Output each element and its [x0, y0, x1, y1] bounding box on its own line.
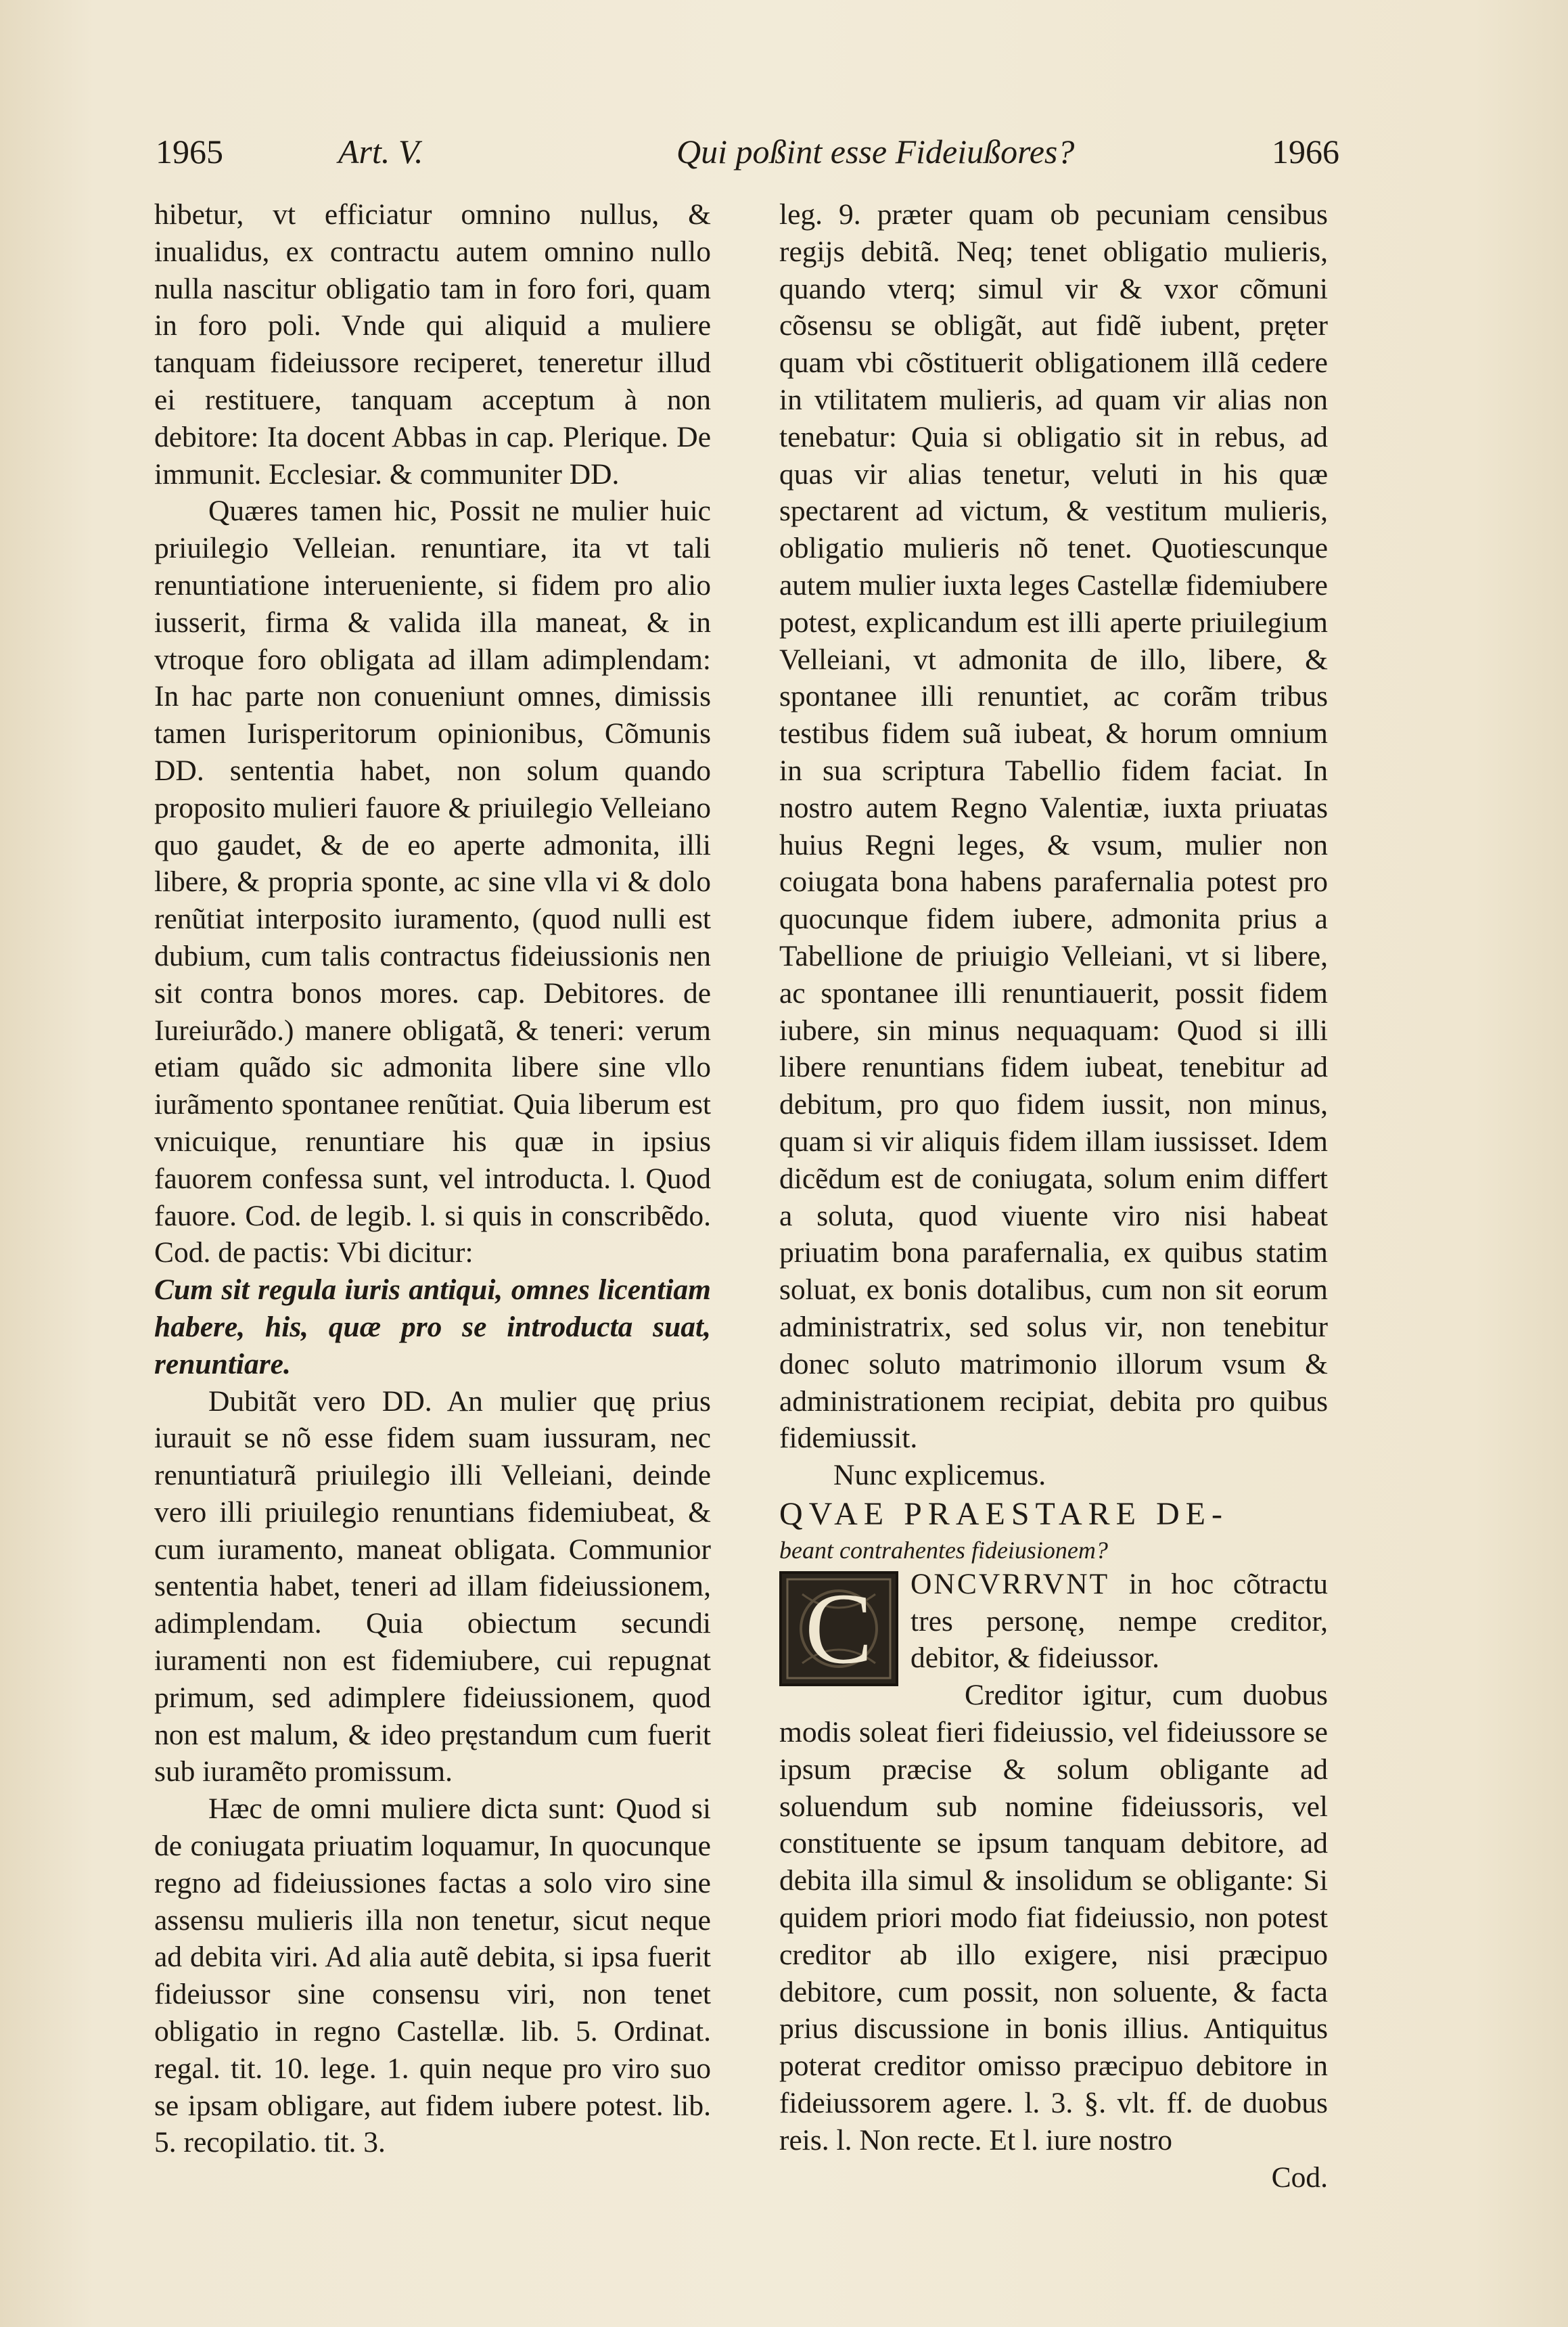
dropcap-letter: C [804, 1572, 873, 1685]
left-column [154, 196, 711, 2161]
page-number-left: 1965 [156, 133, 223, 171]
paragraph: in hoc cõtractu tres personę, nempe creditor, debitor, & fideiussor. [910, 1567, 1328, 1675]
section-subtitle: beant contrahentes fideiusionem? [779, 1536, 1108, 1564]
paragraph: Creditor igitur, cum duobus modis soleat fieri fideiussio, vel fideiussore se ipsum præcise & solum obligante ad soluendum sub nomine fideiussoris, vel constituente se ipsum tanquam debitore, ad debita illa simul & insolidum se obligante: Si quidem priori modo fiat fideiussio, non potest creditor ab illo exigere, nisi præcipuo debitore, cum possit, non soluente, & facta prius discussione in bonis illius. Antiquitus poterat creditor omisso præcipuo debitore in fideiussorem agere. l. 3. §. vlt. ff. de duobus reis. l. Non recte. Et l. iure nostro [779, 1679, 1328, 2156]
paragraph: Quæres tamen hic, Possit ne mulier huic priuilegio Velleian. renuntiare, ita vt tali renuntiatione interueniente, si fidem pro alio iusserit, firma & valida illa maneat, & in vtroque foro obligata ad illam adimplendam: In hac parte non conueniunt omnes, dimissis tamen Iurisperitorum opinionibus, Cõmunis DD. sententia habet, non solum quando proposito mulieri fauore & priuilegio Velleiano quo gaudet, & de eo aperte admonita, illi libere, & propria sponte, ac sine vlla vi & dolo renũtiat interposito iuramento, (quod nulli est dubium, cum talis contractus fideiussionis nen sit contra bonos mores. cap. Debitores. de Iureiurãdo.) manere obligatã, & teneri: verum etiam quãdo sic admonita libere sine vllo iurãmento spontanee renũtiat. Quia liberum est vnicuique, renuntiare his quæ in ipsius fauorem confessa sunt, vel introducta. l. Quod fauore. Cod. de legib. l. si quis in conscribẽdo. Cod. de pactis: Vbi dicitur: [154, 495, 711, 1269]
paragraph: leg. 9. præter quam ob pecuniam censibus regijs debitã. Neq; tenet obligatio mulieris, quando vterq; simul vir & vxor cõmuni cõsensu se obligãt, aut fidẽ iubent, pręter quam vbi cõstituerit obligationem illã cedere in vtilitatem mulieris, ad quam vir alias non tenebatur: Quia si obligatio sit in rebus, ad quas vir alias tenetur, veluti in his quæ spectarent ad victum, & vestitum mulieris, obligatio mulieris nõ tenet. Quotiescunque autem mulier iuxta leges Castellæ fidemiubere potest, explicandum est illi aperte priuilegium Velleiani, vt admonita de illo, libere, & spontanee illi renuntiet, ac corãm tribus testibus fidem suã iubeat, & horum omnium in sua scriptura Tabellio fidem faciat. In nostro autem Regno Valentiæ, iuxta priuatas huius Regni leges, & vsum, mulier non coiugata bona habens parafernalia potest pro quocunque fidem iubere, admonita prius a Tabellione de priuigio Velleiani, vt si libere, ac spontanee illi renuntiauerit, possit fidem iubere, sin minus nequaquam: Quod si illi libere renuntians fidem iubeat, tenebitur ad debitum, pro quo fidem iussit, non minus, quam si vir aliquis fidem illam iussisset. Idem dicẽdum est de coniugata, solum enim differt a soluta, quod viuente viro nisi habeat priuatim bona parafernalia, ex quibus statim soluat, ex bonis dotalibus, cum non sit eorum administratrix, sed solus vir, non tenebitur donec soluto matrimonio illorum vsum & administrationem recipiat, debita pro quibus fidemiussit. [779, 198, 1328, 1455]
lead-word: ONCVRRVNT [910, 1567, 1110, 1600]
decorated-initial [779, 1571, 898, 1686]
catchword: Cod. [1271, 2161, 1328, 2194]
article-label: Art. V. [338, 133, 423, 171]
paragraph: hibetur, vt efficiatur omnino nullus, & inualidus, ex contractu autem omnino nullo nulla nascitur obligatio tam in foro fori, quam in foro poli. Vnde qui aliquid a muliere tanquam fideiussore reciperet, teneretur illud ei restituere, tanquam acceptum à non debitore: Ita docent Abbas in cap. Plerique. De immunit. Ecclesiar. & communiter DD. [154, 198, 711, 491]
running-header [156, 132, 1339, 179]
right-column [779, 196, 1328, 2196]
paragraph: Nunc explicemus. [833, 1459, 1046, 1492]
section-title: QVAE PRAESTARE DE- [779, 1495, 1228, 1532]
running-title: Qui poßint esse Fideiußores? [676, 133, 1075, 171]
page-number-right: 1966 [1272, 133, 1339, 171]
quotation: Cum sit regula iuris antiqui, omnes licentiam habere, his, quæ pro se introducta suat, renuntiare. [154, 1273, 711, 1380]
paragraph: Dubitãt vero DD. An mulier quę prius iurauit se nõ esse fidem suam iussuram, nec renuntiaturã priuilegio illi Velleiani, deinde vero illi priuilegio renuntians fidemiubeat, & cum iuramento, maneat obligata. Communior sententia habet, teneri ad illam fideiussionem, adimplendam. Quia obiectum secundi iuramenti non est fidemiubere, cui repugnat primum, sed adimplere fideiussionem, quod non est malum, & ideo pręstandum cum fuerit sub iuramẽto promissum. [154, 1384, 711, 1788]
paragraph: Hæc de omni muliere dicta sunt: Quod si de coniugata priuatim loquamur, In quocunque regno ad fideiussiones factas a solo viro sine assensu mulieris illa non tenetur, sicut neque ad debita viri. Ad alia autẽ debita, si ipsa fuerit fideiussor sine consensu viri, non tenet obligatio in regno Castellæ. lib. 5. Ordinat. regal. tit. 10. lege. 1. quin neque pro viro suo se ipsam obligare, aut fidem iubere potest. lib. 5. recopilatio. tit. 3. [154, 1792, 711, 2159]
